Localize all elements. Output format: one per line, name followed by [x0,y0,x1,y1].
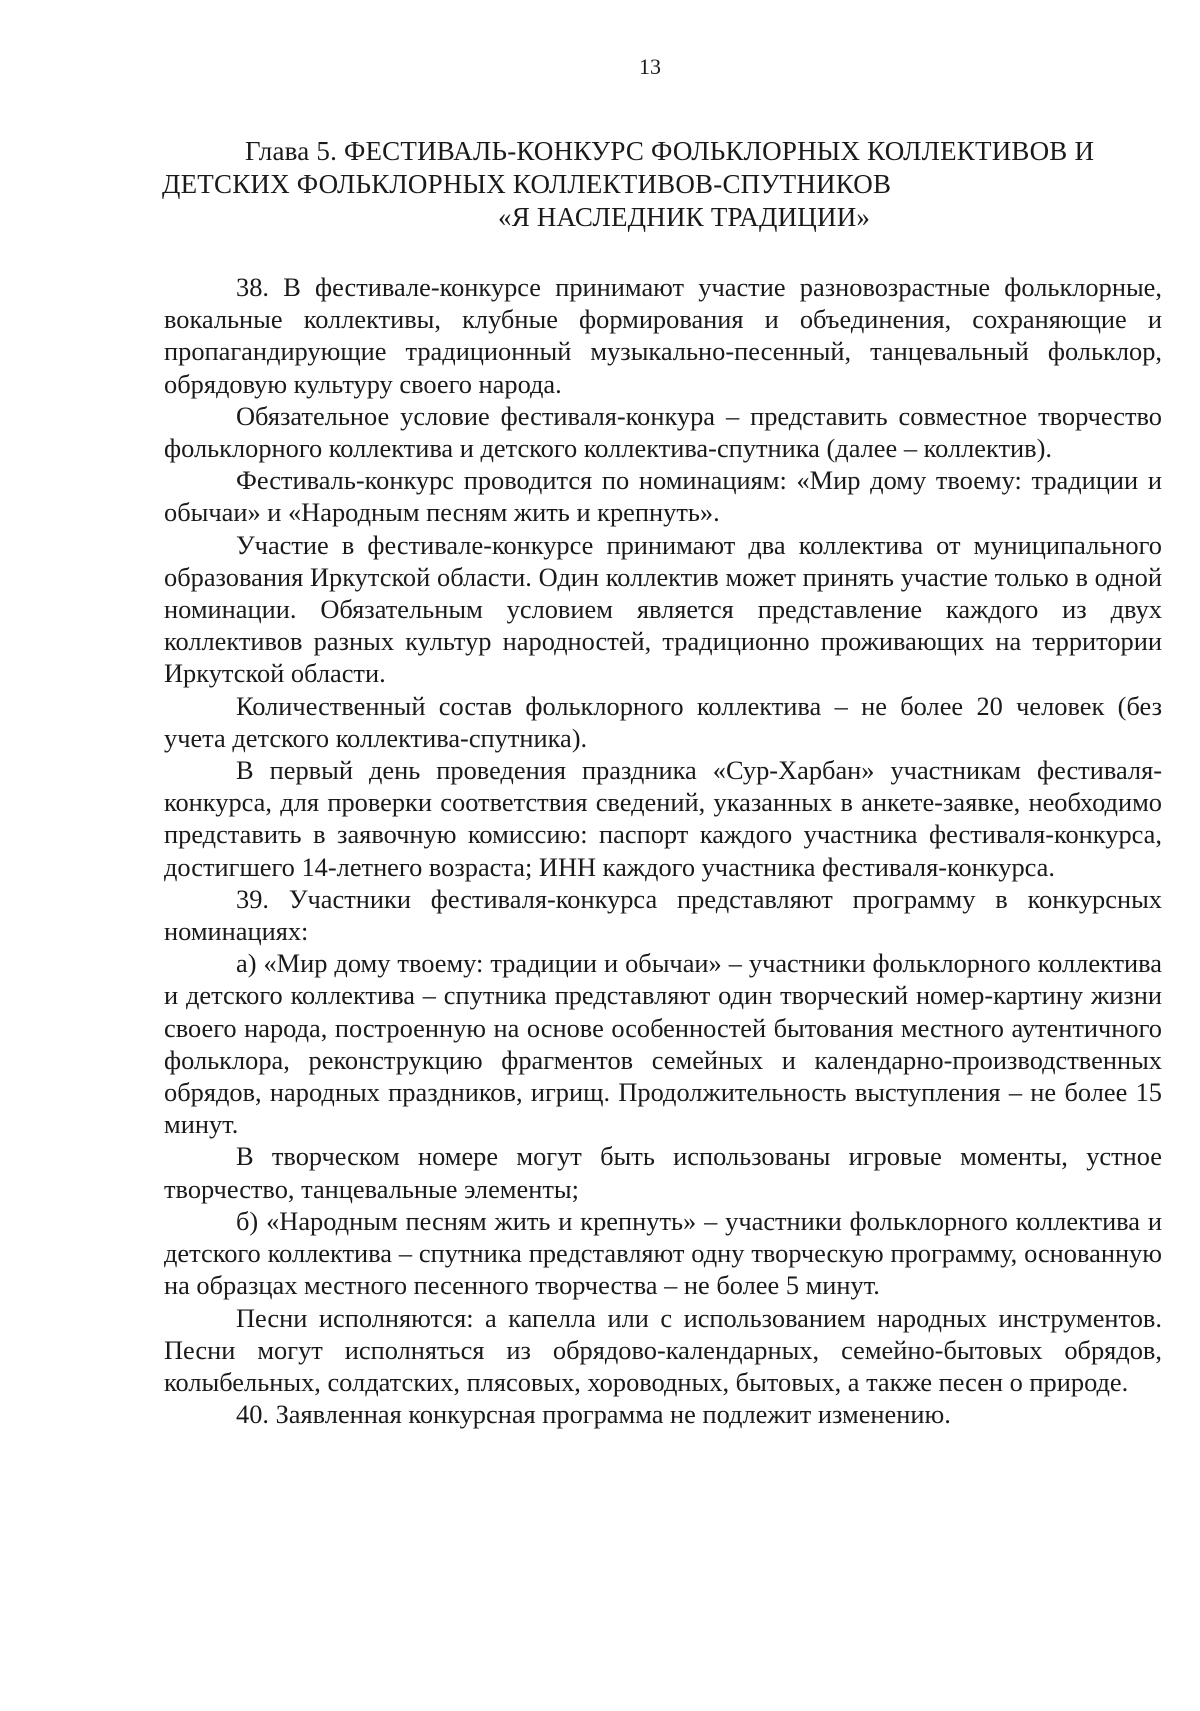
paragraph-creative-number: В творческом номере могут быть использованы игровые моменты, устное творчество, танцевальные элементы; [164,1141,1162,1204]
paragraph-40: 40. Заявленная конкурсная программа не подлежит изменению. [236,1399,951,1430]
chapter-heading-line-3: «Я НАСЛЕДНИК ТРАДИЦИИ» [498,202,871,232]
paragraph-nomination-b: б) «Народным песням жить и крепнуть» – участники фольклорного коллектива и детского коллектива – спутника представляют одну творческую программу, основанную на образцах местного песенного творчества – не более 5 минут. [164,1205,1162,1301]
chapter-heading-line-1: Глава 5. ФЕСТИВАЛЬ-КОНКУРС ФОЛЬКЛОРНЫХ КОЛЛЕКТИВОВ И [245,136,1095,166]
paragraph-participation: Участие в фестивале-конкурсе принимают два коллектива от муниципального образования Иркутской области. Один коллектив может принять участие только в одной номинации. Обязательным условием является представление каждого из двух коллективов разных культур народностей, традиционно проживающих на территории Иркутской области. [164,529,1162,689]
chapter-heading-line-2: ДЕТСКИХ ФОЛЬКЛОРНЫХ КОЛЛЕКТИВОВ-СПУТНИКОВ [162,169,892,199]
paragraph-songs: Песни исполняются: а капелла или с использованием народных инструментов. Песни могут исполняться из обрядово-календарных, семейно-бытовых обрядов, колыбельных, солдатских, плясовых, хороводных, бытовых, а также песен о природе. [164,1302,1162,1397]
paragraph-group-size: Количественный состав фольклорного коллектива – не более 20 человек (без учета детского коллектива-спутника). [164,690,1162,753]
paragraph-nominations: Фестиваль-конкурс проводится по номинациям: «Мир дому твоему: традиции и обычаи» и «Народным песням жить и крепнуть». [164,465,1162,528]
chapter-heading [162,135,1162,234]
paragraph-nomination-a: а) «Мир дому твоему: традиции и обычаи» – участники фольклорного коллектива и детского коллектива – спутника представляют один творческий номер-картину жизни своего народа, построенную на основе особенностей бытования местного аутентичного фольклора, реконструкцию фрагментов семейных и календарно-производственных обрядов, народных праздников, игрищ. Продолжительность выступления – не более 15 минут. [164,948,1162,1140]
paragraph-documents: В первый день проведения праздника «Сур-Харбан» участникам фестиваля-конкурса, для проверки соответствия сведений, указанных в анкете-заявке, необходимо представить в заявочную комиссию: паспорт каждого участника фестиваля-конкурса, достигшего 14-летнего возраста; ИНН каждого участника фестиваля-конкурса. [164,755,1162,882]
paragraph-condition: Обязательное условие фестиваля-конкура – представить совместное творчество фольклорного коллектива и детского коллектива-спутника (далее – коллектив). [164,400,1162,464]
page-number: 13 [639,54,661,79]
document-body [164,271,1162,1430]
paragraph-38: 38. В фестивале-конкурсе принимают участие разновозрастные фольклорные, вокальные коллективы, клубные формирования и объединения, сохраняющие и пропагандирующие традиционный музыкально-песенный, танцевальный фольклор, обрядовую культуру своего народа. [164,272,1162,399]
paragraph-39: 39. Участники фестиваля-конкурса представляют программу в конкурсных номинациях: [164,883,1162,947]
